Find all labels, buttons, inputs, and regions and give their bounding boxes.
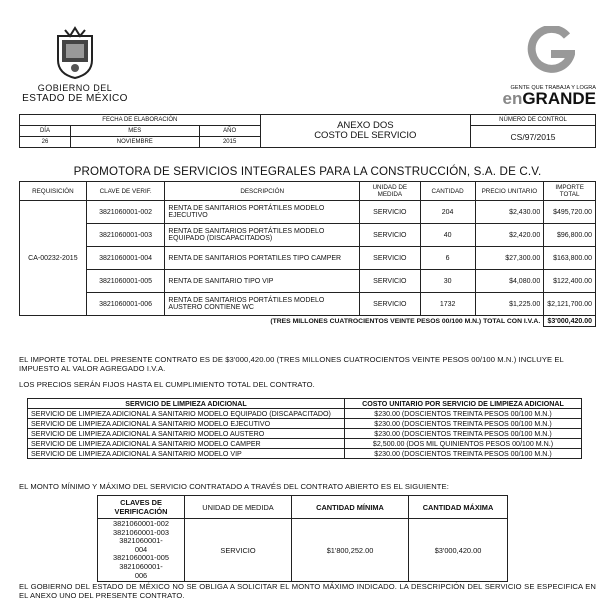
brand-slogan: GENTE QUE TRABAJA Y LOGRA [510, 85, 596, 91]
col-importe: IMPORTE TOTAL [544, 182, 596, 201]
control-number: CS/97/2015 [471, 126, 596, 148]
limpieza-table [27, 398, 582, 459]
table-row [28, 449, 582, 459]
clave-cell: 3821060001-002 [86, 201, 165, 224]
engrande-logo-icon [527, 26, 575, 76]
costo-cell: $230.00 (DOSCIENTOS TREINTA PESOS 00/100 M.N.) [345, 419, 582, 429]
importe-cell: $96,800.00 [544, 224, 596, 247]
importe-paragraph: EL IMPORTE TOTAL DEL PRESENTE CONTRATO ES DE $3'000,420.00 (TRES MILLONES CUATROCIENTOS VEINTE PESOS 00/100 M.N.) INCLUYE EL IMPUESTO AL VALOR AGREGADO I.V.A. [19, 355, 564, 373]
limpieza-header [28, 399, 582, 409]
table-row [20, 224, 596, 247]
col-cantidad: CANTIDAD [420, 182, 475, 201]
monto-col-maxima: CANTIDAD MÁXIMA [409, 496, 508, 519]
table-row [28, 419, 582, 429]
precios-paragraph: LOS PRECIOS SERÁN FIJOS HASTA EL CUMPLIMIENTO TOTAL DEL CONTRATO. [19, 380, 315, 389]
clave-item: 3821060001-003 [113, 527, 169, 537]
precio-cell: $1,225.00 [475, 293, 544, 316]
costo-cell: $2,500.00 (DOS MIL QUINIENTOS PESOS 00/100 M.N.) [345, 439, 582, 449]
anio-label: AÑO [199, 126, 260, 137]
costo-cell: $230.00 (DOSCIENTOS TREINTA PESOS 00/100 M.N.) [345, 409, 582, 419]
mes-label: MES [70, 126, 199, 137]
obligacion-paragraph: EL GOBIERNO DEL ESTADO DE MÉXICO NO SE OBLIGA A SOLICITAR EL MONTO MÁXIMO INDICADO. LA DESCRIPCIÓN DEL SERVICIO SE ESPECIFICA EN EL ANEXO UNO DEL PRESENTE CONTRATO. [19, 582, 596, 600]
limpieza-col-costo: COSTO UNITARIO POR SERVICIO DE LIMPIEZA ADICIONAL [345, 399, 582, 409]
clave-item: 004 [134, 544, 148, 554]
brand-grande: GRANDE [522, 89, 596, 108]
document-header-table [19, 114, 596, 148]
clave-item: 3821060001- [119, 536, 163, 546]
table-row [20, 201, 596, 224]
cantidad-cell: 30 [420, 270, 475, 293]
government-name [20, 83, 130, 104]
brand-wordmark [486, 90, 596, 107]
col-unidad: UNIDAD DE MEDIDA [359, 182, 420, 201]
monto-maximo: $3'000,420.00 [409, 519, 508, 582]
clave-cell: 3821060001-005 [86, 270, 165, 293]
clave-cell: 3821060001-006 [86, 293, 165, 316]
unidad-cell: SERVICIO [359, 270, 420, 293]
unidad-cell: SERVICIO [359, 201, 420, 224]
servicio-cell: SERVICIO DE LIMPIEZA ADICIONAL A SANITARIO MODELO VIP [28, 449, 345, 459]
mes-value: NOVIEMBRE [70, 137, 199, 148]
table-row [20, 270, 596, 293]
costo-cell: $230.00 (DOSCIENTOS TREINTA PESOS 00/100 M.N.) [345, 449, 582, 459]
unidad-cell: SERVICIO [359, 224, 420, 247]
control-label: NÚMERO DE CONTROL [471, 115, 596, 126]
table-row [98, 519, 508, 582]
anexo-title [260, 115, 470, 148]
table-row [28, 409, 582, 419]
unidad-cell: SERVICIO [359, 293, 420, 316]
col-precio: PRECIO UNITARIO [475, 182, 544, 201]
limpieza-col-servicio: SERVICIO DE LIMPIEZA ADICIONAL [28, 399, 345, 409]
cantidad-cell: 40 [420, 224, 475, 247]
government-line-1: GOBIERNO DEL [37, 83, 113, 93]
costo-cell: $230.00 (DOSCIENTOS TREINTA PESOS 00/100 M.N.) [345, 429, 582, 439]
desc-cell: RENTA DE SANITARIOS PORTÁTILES MODELO AUSTERO CONTIENE WC [165, 293, 360, 316]
clave-item: 3821060001-005 [113, 553, 169, 563]
clave-cell: 3821060001-004 [86, 247, 165, 270]
table-row [20, 293, 596, 316]
precio-cell: $4,080.00 [475, 270, 544, 293]
precio-cell: $2,430.00 [475, 201, 544, 224]
government-line-2: ESTADO DE MÉXICO [22, 93, 128, 104]
desc-cell: RENTA DE SANITARIO TIPO VIP [165, 270, 360, 293]
table-row [28, 429, 582, 439]
clave-item: 3821060001- [119, 561, 163, 571]
desc-cell: RENTA DE SANITARIOS PORTÁTILES MODELO EQUIPADO (DISCAPACITADOS) [165, 224, 360, 247]
importe-cell: $495,720.00 [544, 201, 596, 224]
importe-cell: $163,800.00 [544, 247, 596, 270]
state-coat-of-arms-icon [52, 26, 98, 80]
cantidad-cell: 204 [420, 201, 475, 224]
servicio-cell: SERVICIO DE LIMPIEZA ADICIONAL A SANITARIO MODELO EQUIPADO (DISCAPACITADO) [28, 409, 345, 419]
col-descripcion: DESCRIPCIÓN [165, 182, 360, 201]
brand-en: en [502, 89, 523, 108]
col-requisicion: REQUISICIÓN [20, 182, 87, 201]
monto-minimo: $1'800,252.00 [292, 519, 409, 582]
monto-col-claves: CLAVES DE VERIFICACIÓN [98, 496, 185, 519]
importe-cell: $122,400.00 [544, 270, 596, 293]
desc-cell: RENTA DE SANITARIOS PORTATILES TIPO CAMPER [165, 247, 360, 270]
cost-table [19, 181, 596, 327]
dia-value: 26 [20, 137, 71, 148]
monto-unidad: SERVICIO [185, 519, 292, 582]
clave-item: 006 [134, 570, 148, 580]
company-name: PROMOTORA DE SERVICIOS INTEGRALES PARA LA CONSTRUCCIÓN, S.A. DE C.V. [73, 165, 542, 178]
total-row [20, 316, 596, 327]
desc-cell: RENTA DE SANITARIOS PORTÁTILES MODELO EJECUTIVO [165, 201, 360, 224]
precio-cell: $2,420.00 [475, 224, 544, 247]
servicio-cell: SERVICIO DE LIMPIEZA ADICIONAL A SANITARIO MODELO EJECUTIVO [28, 419, 345, 429]
fecha-label: FECHA DE ELABORACIÓN [20, 115, 261, 126]
clave-item: 3821060001-002 [113, 519, 169, 528]
clave-cell: 3821060001-003 [86, 224, 165, 247]
unidad-cell: SERVICIO [359, 247, 420, 270]
monto-col-minima: CANTIDAD MÍNIMA [292, 496, 409, 519]
servicio-cell: SERVICIO DE LIMPIEZA ADICIONAL A SANITARIO MODELO AUSTERO [28, 429, 345, 439]
anio-value: 2015 [199, 137, 260, 148]
table-row [20, 247, 596, 270]
anexo-line-1: ANEXO DOS [337, 120, 394, 131]
monto-header [98, 496, 508, 519]
table-row [28, 439, 582, 449]
monto-col-unidad: UNIDAD DE MEDIDA [185, 496, 292, 519]
cantidad-cell: 6 [420, 247, 475, 270]
monto-paragraph: EL MONTO MÍNIMO Y MÁXIMO DEL SERVICIO CONTRATADO A TRAVÉS DEL CONTRATO ABIERTO ES EL SIGUIENTE: [19, 482, 449, 491]
anexo-line-2: COSTO DEL SERVICIO [314, 130, 417, 141]
claves-list [98, 519, 185, 582]
servicio-cell: SERVICIO DE LIMPIEZA ADICIONAL A SANITARIO MODELO CAMPER [28, 439, 345, 449]
dia-label: DÍA [20, 126, 71, 137]
total-text: (TRES MILLONES CUATROCIENTOS VEINTE PESOS 00/100 M.N.) TOTAL CON I.V.A. [20, 316, 544, 327]
cantidad-cell: 1732 [420, 293, 475, 316]
importe-cell: $2,121,700.00 [544, 293, 596, 316]
col-clave: CLAVE DE VERIF. [86, 182, 165, 201]
requisicion-value: CA-00232-2015 [20, 201, 87, 316]
total-value: $3'000,420.00 [544, 316, 596, 327]
precio-cell: $27,300.00 [475, 247, 544, 270]
monto-table [97, 495, 508, 582]
